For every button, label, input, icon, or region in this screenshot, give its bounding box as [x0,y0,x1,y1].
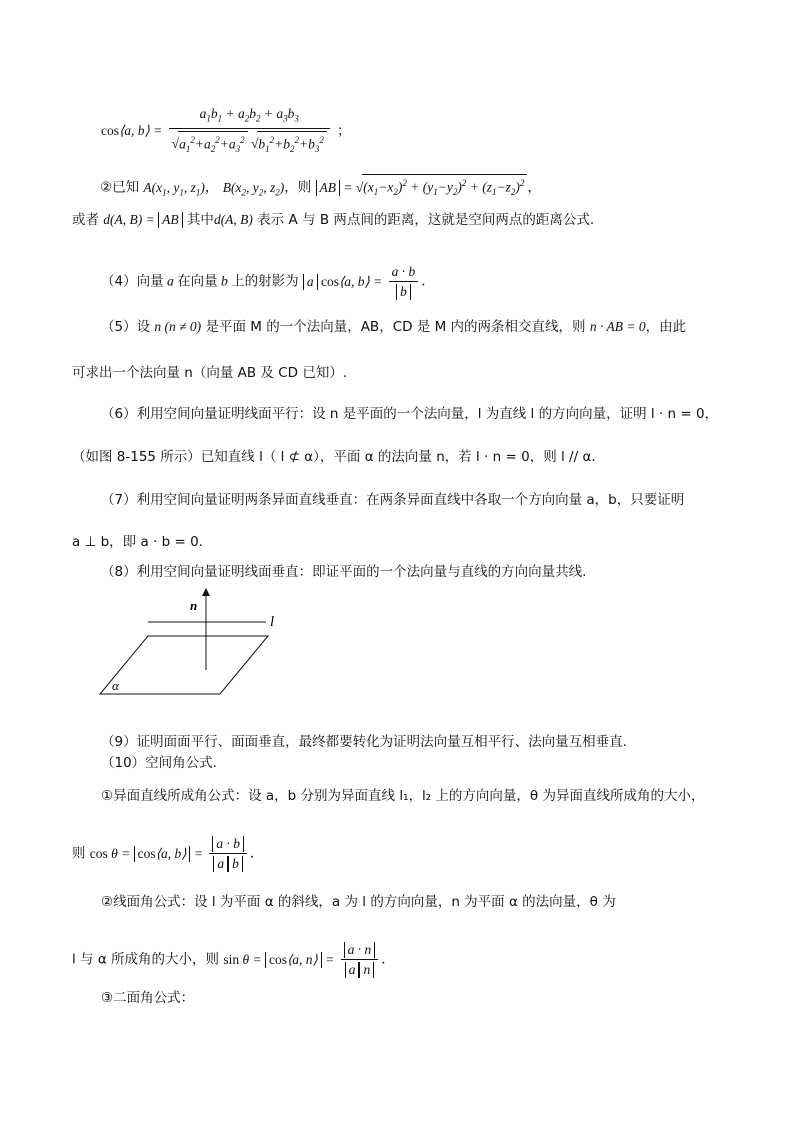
label-l: l [270,614,275,630]
line-plane-perpendicular-figure [96,586,286,706]
paragraph-line: （10）空间角公式. [101,755,217,771]
paragraph-line: ②线面角公式：设 l 为平面 α 的斜线，a 为 l 的方向向量，n 为平面 α 的法向量，θ 为 [101,894,616,910]
paragraph-line: a ⊥ b，即 a · b = 0. [72,534,203,550]
label-n: n [190,598,198,613]
projection-line: （4）向量 a 在向量 b 上的射影为 a cos⟨a, b⟩ = $\frac{a \cdot b}{b}$ . [101,264,426,299]
paragraph-line: ③二面角公式： [101,990,195,1006]
label-alpha: α [112,678,119,693]
paragraph-line: （8）利用空间向量证明线面垂直：即证平面的一个法向量与直线的方向向量共线. [101,564,587,580]
paragraph-line: （7）利用空间向量证明两条异面直线垂直：在两条异面直线中各取一个方向向量 a，b，只要证明 [101,492,685,508]
cosine-angle-formula: cos⟨a, b⟩ = $\frac{a_1b_1 + a_2b_2 + a_3b_3}{√a_1^2+a_2^2+a_3^2 √b_1^2+b_2^2+b_3^2}$ ； [101,106,351,157]
paragraph-line: 可求出一个法向量 n（向量 AB 及 CD 已知）. [72,365,348,381]
paragraph-line: ①异面直线所成角公式：设 a，b 分别为异面直线 l₁，l₂ 上的方向向量，θ 为异面直线所成角的大小， [101,788,705,804]
skew-angle-formula: 则 cos θ = cos⟨a, b⟩ = $\frac{a \cdot b}{\text{a b}}$ . [72,836,255,871]
paragraph-line: （6）利用空间向量证明线面平行：设 n 是平面的一个法向量，l 为直线 l 的方向向量，证明 l · n = 0， [101,406,719,422]
distance-definition-line: 或者 d(A, B) = AB 其中d(A, B) 表示 A 与 B 两点间的距离，这就是空间两点的距离公式. [72,212,595,228]
line-plane-angle-formula: l 与 α 所成角的大小，则 sin θ = cos⟨a, n⟩ = $\frac{a \cdot n}{\text{a n}}$ . [72,942,386,977]
plane-alpha [100,636,268,694]
normal-vector-line: （5）设 n (n ≠ 0) 是平面 M 的一个法向量，AB，CD 是 M 内的两条相交直线，则 n · AB = 0，由此 [101,319,687,335]
paragraph-line: （9）证明面面平行、面面垂直，最终都要转化为证明法向量互相平行、法向量互相垂直. [101,734,627,750]
distance-formula-line: ②已知 $A(x_1$, $y_1$, $z_1$)， $B(x_2$, $y_2$, $z_2$)，则 AB = $√(x_1-x_2)^2 + (y_1-y_2)^2 + (z_1-z_2)^2$ ， [100,174,541,200]
paragraph-line: （如图 8-155 所示）已知直线 l（ l ⊄ α），平面 α 的法向量 n，若 l · n = 0，则 l // α. [72,449,596,465]
